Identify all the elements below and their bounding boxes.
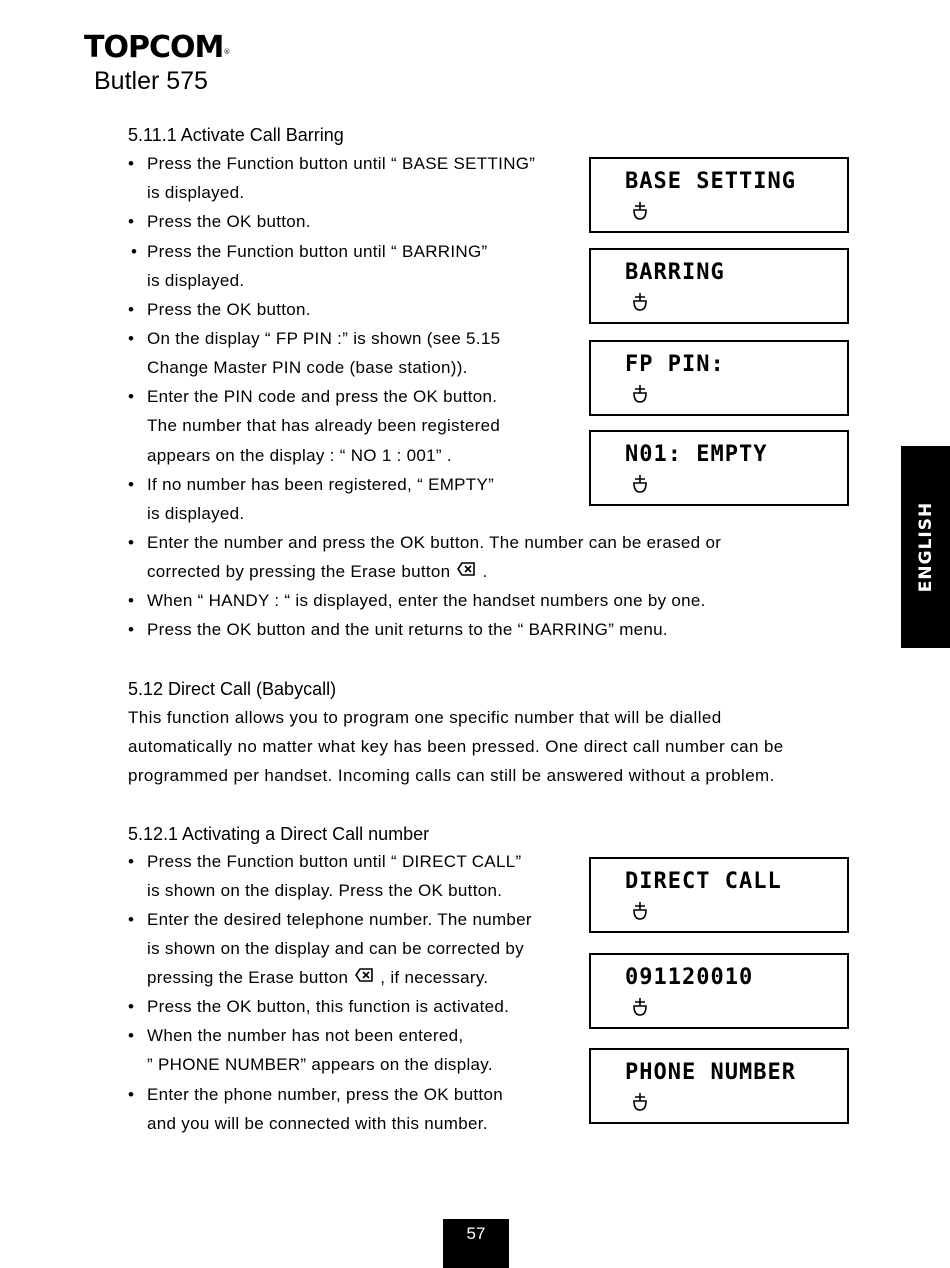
bullet: • xyxy=(128,620,134,639)
text-line: When “ HANDY : “ is displayed, enter the handset numbers one by one. xyxy=(147,591,706,610)
lcd-text: DIRECT CALL xyxy=(625,869,782,894)
lcd-display xyxy=(589,430,849,506)
bullet: • xyxy=(128,1085,134,1104)
bullet: • xyxy=(128,1026,134,1045)
section-title-5-12: 5.12 Direct Call (Babycall) xyxy=(128,679,337,699)
lcd-text: BARRING xyxy=(625,260,725,285)
text-line: Press the OK button. xyxy=(147,300,311,319)
hand-pointer-icon xyxy=(631,201,649,221)
bullet: • xyxy=(128,910,134,929)
bullet: • xyxy=(128,852,134,871)
language-tab xyxy=(901,446,950,648)
text-line: The number that has already been registered xyxy=(147,416,501,435)
text-line: Change Master PIN code (base station)). xyxy=(147,358,468,377)
lcd-text: N01: EMPTY xyxy=(625,442,768,467)
text-segment: corrected by pressing the Erase button xyxy=(147,562,451,581)
text-line: ” PHONE NUMBER” appears on the display. xyxy=(147,1055,493,1074)
text-line: Press the OK button. xyxy=(147,212,311,231)
hand-pointer-icon xyxy=(631,997,649,1017)
bullet: • xyxy=(128,387,134,406)
text-line: Press the OK button and the unit returns to the “ BARRING” menu. xyxy=(147,620,668,639)
lcd-display xyxy=(589,857,849,933)
bullet: • xyxy=(128,212,134,231)
text-line: appears on the display : “ NO 1 : 001” . xyxy=(147,446,452,465)
text-segment: . xyxy=(482,562,488,581)
bullet: • xyxy=(128,300,134,319)
bullet: • xyxy=(131,242,137,261)
model-name: Butler 575 xyxy=(94,67,208,95)
text-line: If no number has been registered, “ EMPTY” xyxy=(147,475,495,494)
lcd-text: PHONE NUMBER xyxy=(625,1060,796,1085)
page-number: 57 xyxy=(443,1219,509,1268)
text-line xyxy=(147,562,488,582)
hand-pointer-icon xyxy=(631,1092,649,1112)
text-line: Press the Function button until “ DIRECT CALL” xyxy=(147,852,522,871)
brand-name: TOPCOM xyxy=(84,30,224,65)
lcd-display xyxy=(589,157,849,233)
section-title-5-12-1: 5.12.1 Activating a Direct Call number xyxy=(128,824,430,844)
text-line: is shown on the display and can be corrected by xyxy=(147,939,524,958)
paragraph-line: This function allows you to program one specific number that will be dialled xyxy=(128,708,722,727)
lcd-text: BASE SETTING xyxy=(625,169,796,194)
text-line: Enter the desired telephone number. The number xyxy=(147,910,532,929)
text-line: Enter the phone number, press the OK button xyxy=(147,1085,503,1104)
text-line: is shown on the display. Press the OK button. xyxy=(147,881,503,900)
lcd-text: FP PIN: xyxy=(625,352,725,377)
text-line: On the display “ FP PIN :” is shown (see 5.15 xyxy=(147,329,501,348)
section-title-5-11-1: 5.11.1 Activate Call Barring xyxy=(128,125,344,145)
hand-pointer-icon xyxy=(631,901,649,921)
brand-logo xyxy=(84,30,229,66)
registered-mark: ® xyxy=(223,48,230,56)
text-line: Press the Function button until “ BARRING” xyxy=(147,242,488,261)
text-segment: , if necessary. xyxy=(380,968,489,987)
bullet: • xyxy=(128,591,134,610)
lcd-display xyxy=(589,953,849,1029)
lcd-display xyxy=(589,248,849,324)
text-line: Enter the PIN code and press the OK button. xyxy=(147,387,498,406)
paragraph-line: programmed per handset. Incoming calls can still be answered without a problem. xyxy=(128,766,775,785)
bullet: • xyxy=(128,475,134,494)
hand-pointer-icon xyxy=(631,384,649,404)
erase-key-icon xyxy=(355,968,373,982)
bullet: • xyxy=(128,533,134,552)
language-tab-label: ENGLISH xyxy=(915,501,936,593)
lcd-display xyxy=(589,340,849,416)
lcd-display xyxy=(589,1048,849,1124)
bullet: • xyxy=(128,329,134,348)
bullet: • xyxy=(128,997,134,1016)
text-line: is displayed. xyxy=(147,271,245,290)
text-segment: pressing the Erase button xyxy=(147,968,349,987)
text-line: Enter the number and press the OK button. The number can be erased or xyxy=(147,533,722,552)
text-line: and you will be connected with this number. xyxy=(147,1114,488,1133)
lcd-text: 091120010 xyxy=(625,965,754,990)
text-line: When the number has not been entered, xyxy=(147,1026,464,1045)
erase-key-icon xyxy=(457,562,475,576)
text-line: Press the OK button, this function is activated. xyxy=(147,997,510,1016)
paragraph-line: automatically no matter what key has been pressed. One direct call number can be xyxy=(128,737,784,756)
hand-pointer-icon xyxy=(631,292,649,312)
hand-pointer-icon xyxy=(631,474,649,494)
text-line xyxy=(147,968,488,988)
text-line: Press the Function button until “ BASE SETTING” xyxy=(147,154,536,173)
text-line: is displayed. xyxy=(147,183,245,202)
bullet: • xyxy=(128,154,134,173)
text-line: is displayed. xyxy=(147,504,245,523)
